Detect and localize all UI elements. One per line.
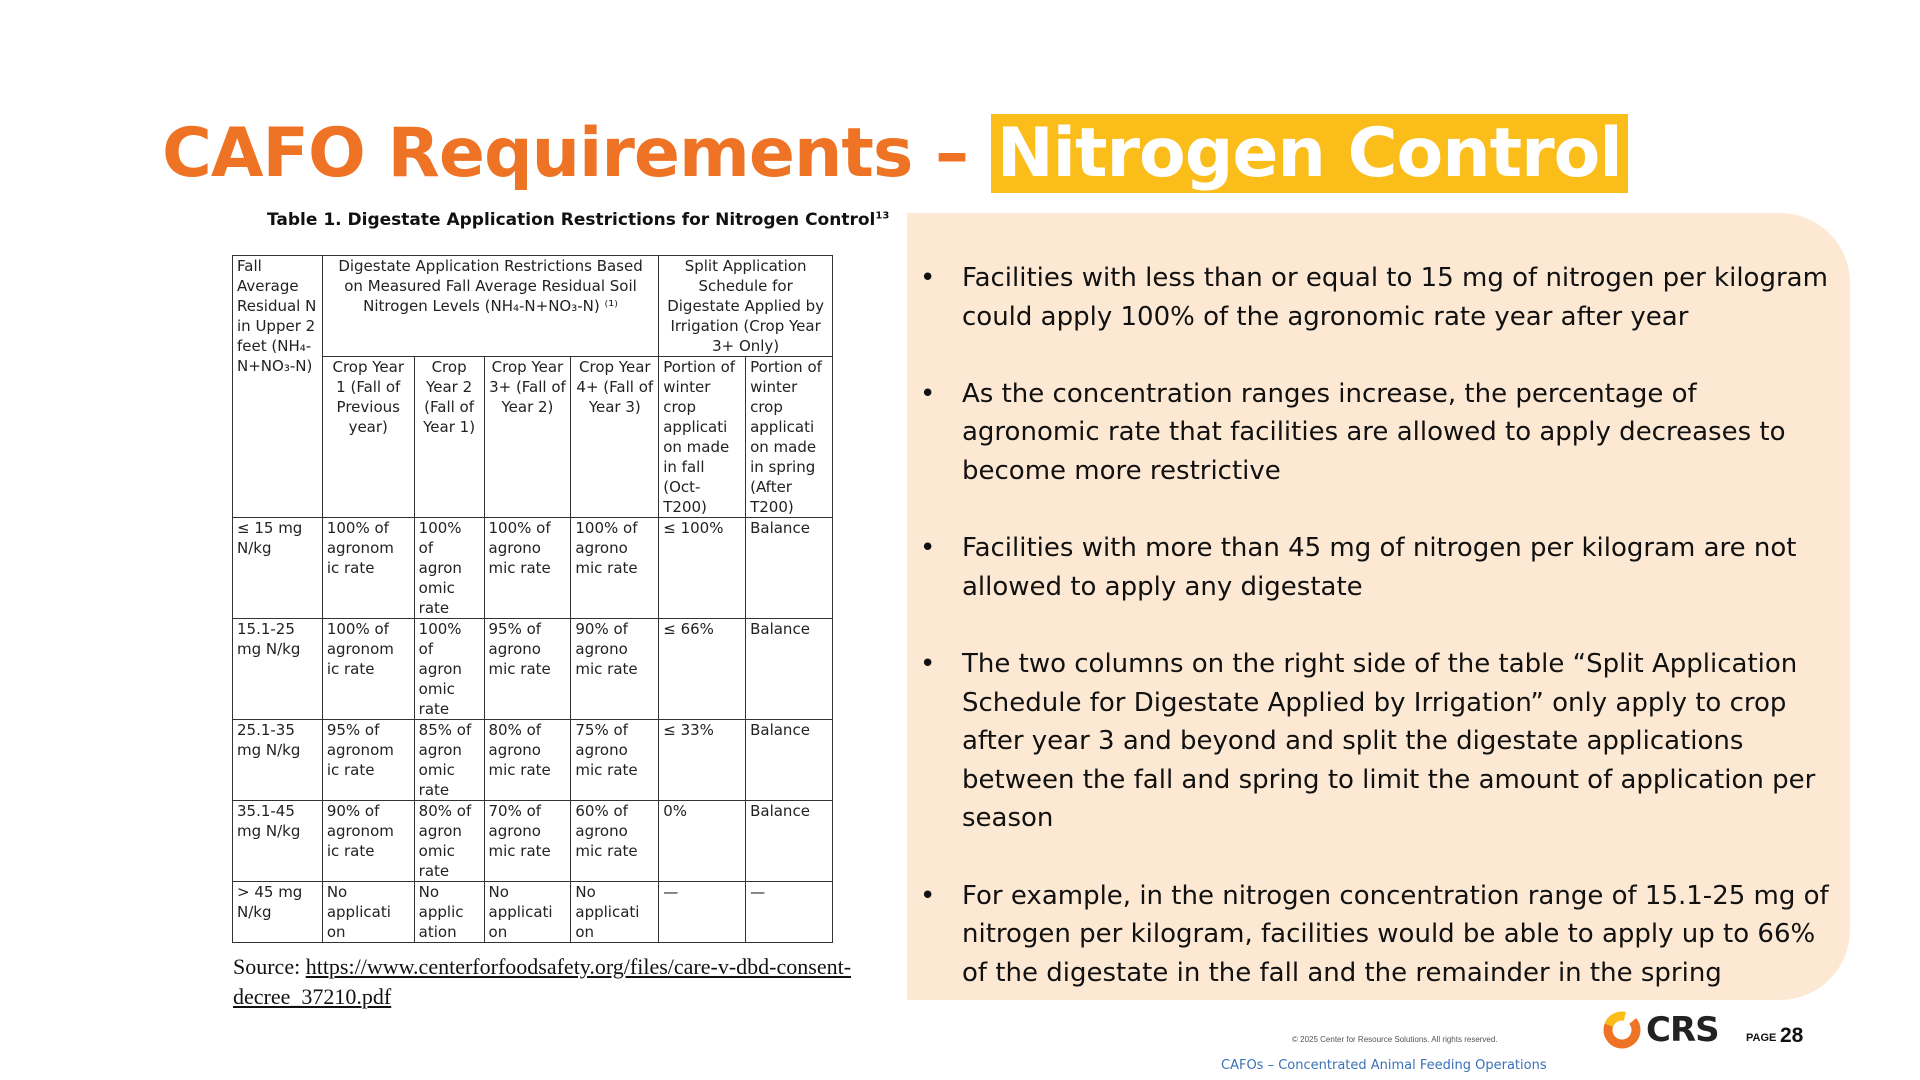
table-cell: —	[746, 882, 833, 943]
table-caption-footnote: 13	[875, 210, 890, 222]
bullet-text: As the concentration ranges increase, the percentage of agronomic rate that facilities are allowed to apply decreases to become more restrictive	[962, 378, 1786, 486]
table-cell: 100% of agronom ic rate	[322, 518, 414, 619]
table-row	[233, 619, 833, 720]
table-caption	[267, 210, 889, 230]
list-item	[912, 259, 1842, 336]
table-cell: No applicati on	[322, 882, 414, 943]
source-citation	[233, 952, 873, 1012]
crs-logo-text: CRS	[1646, 1010, 1719, 1050]
table-cell: 100% of agron omic rate	[414, 619, 484, 720]
table-cell: ≤ 66%	[659, 619, 746, 720]
abbreviation-note: CAFOs – Concentrated Animal Feeding Operations	[1221, 1058, 1547, 1073]
table-cell: Balance	[746, 518, 833, 619]
crs-logo	[1602, 1008, 1722, 1052]
page-title	[162, 108, 1628, 200]
table-cell: 100% of agron omic rate	[414, 518, 484, 619]
header-restrictions-group: Digestate Application Restrictions Based on Measured Fall Average Residual Soil Nitrogen Levels (NH₄-N+NO₃-N) ⁽¹⁾	[322, 256, 658, 357]
table-row	[233, 801, 833, 882]
table-cell: 15.1-25 mg N/kg	[233, 619, 323, 720]
header-crop-year-1: Crop Year 1 (Fall of Previous year)	[322, 357, 414, 518]
header-split-schedule-group: Split Application Schedule for Digestate Applied by Irrigation (Crop Year 3+ Only)	[659, 256, 833, 357]
table-cell: > 45 mg N/kg	[233, 882, 323, 943]
summary-bullet-list	[912, 259, 1842, 1031]
bullet-text: Facilities with more than 45 mg of nitrogen per kilogram are not allowed to apply any digestate	[962, 533, 1797, 602]
table-subheader-row	[233, 357, 833, 518]
table-cell: 85% of agron omic rate	[414, 720, 484, 801]
header-crop-year-2: Crop Year 2 (Fall of Year 1)	[414, 357, 484, 518]
table-row	[233, 882, 833, 943]
table-cell: 35.1-45 mg N/kg	[233, 801, 323, 882]
header-residual-n: Fall Average Residual N in Upper 2 feet (NH₄-N+NO₃-N)	[233, 256, 323, 518]
table-cell: 95% of agronom ic rate	[322, 720, 414, 801]
table-cell: 0%	[659, 801, 746, 882]
table-cell: 60% of agrono mic rate	[571, 801, 659, 882]
title-highlight: Nitrogen Control	[991, 114, 1628, 193]
table-row	[233, 720, 833, 801]
table-cell: 100% of agrono mic rate	[571, 518, 659, 619]
bullet-icon: •	[920, 378, 936, 409]
bullet-text: Facilities with less than or equal to 15 mg of nitrogen per kilogram could apply 100% of the agronomic rate year after year	[962, 263, 1828, 332]
bullet-icon: •	[920, 263, 936, 293]
table-cell: Balance	[746, 619, 833, 720]
table-cell: No applicati on	[571, 882, 659, 943]
table-cell: ≤ 15 mg N/kg	[233, 518, 323, 619]
table-cell: 100% of agrono mic rate	[484, 518, 571, 619]
table-cell: No applicati on	[484, 882, 571, 943]
table-cell: 100% of agronom ic rate	[322, 619, 414, 720]
bullet-text: For example, in the nitrogen concentration range of 15.1-25 mg of nitrogen per kilogram, facilities would be able to apply up to 66% of the digestate in the fall and the remainder in the spring	[962, 880, 1829, 988]
list-item	[912, 375, 1842, 491]
table-cell: ≤ 100%	[659, 518, 746, 619]
source-link[interactable]: https://www.centerforfoodsafety.org/files/care-v-dbd-consent-decree_37210.pdf	[233, 954, 852, 1009]
table-caption-text: Table 1. Digestate Application Restrictions for Nitrogen Control	[267, 210, 876, 230]
list-item	[912, 529, 1842, 606]
header-crop-year-4: Crop Year 4+ (Fall of Year 3)	[571, 357, 659, 518]
bullet-icon: •	[920, 533, 936, 564]
crs-logo-icon	[1602, 1010, 1642, 1050]
list-item	[912, 645, 1842, 838]
table-cell: Balance	[746, 720, 833, 801]
source-label: Source:	[233, 954, 306, 979]
header-crop-year-3: Crop Year 3+ (Fall of Year 2)	[484, 357, 571, 518]
table-cell: Balance	[746, 801, 833, 882]
table-cell: No applic ation	[414, 882, 484, 943]
title-main: CAFO Requirements –	[162, 114, 991, 193]
table-cell: 80% of agron omic rate	[414, 801, 484, 882]
table-header-row	[233, 256, 833, 357]
table-cell: 80% of agrono mic rate	[484, 720, 571, 801]
page-label: PAGE	[1746, 1032, 1777, 1044]
table-cell: 25.1-35 mg N/kg	[233, 720, 323, 801]
bullet-text: The two columns on the right side of the table “Split Application Schedule for Digestate Applied by Irrigation” only apply to crop after year 3 and beyond and split the digestate applications between the fall and spring to limit the amount of application per season	[962, 648, 1816, 834]
copyright-notice: © 2025 Center for Resource Solutions. All rights reserved.	[1292, 1035, 1498, 1044]
bullet-icon: •	[920, 880, 936, 911]
table-cell: —	[659, 882, 746, 943]
page-number: 28	[1780, 1024, 1804, 1047]
table-cell: 70% of agrono mic rate	[484, 801, 571, 882]
header-spring-portion: Portion of winter crop applicati on made in spring (After T200)	[746, 357, 833, 518]
list-item	[912, 877, 1842, 993]
table-cell: 75% of agrono mic rate	[571, 720, 659, 801]
header-fall-portion: Portion of winter crop applicati on made in fall (Oct-T200)	[659, 357, 746, 518]
bullet-icon: •	[920, 648, 936, 679]
table-cell: 90% of agrono mic rate	[571, 619, 659, 720]
table-cell: ≤ 33%	[659, 720, 746, 801]
table-cell: 90% of agronom ic rate	[322, 801, 414, 882]
table-cell: 95% of agrono mic rate	[484, 619, 571, 720]
digestate-restrictions-table	[232, 255, 833, 943]
table-row	[233, 518, 833, 619]
